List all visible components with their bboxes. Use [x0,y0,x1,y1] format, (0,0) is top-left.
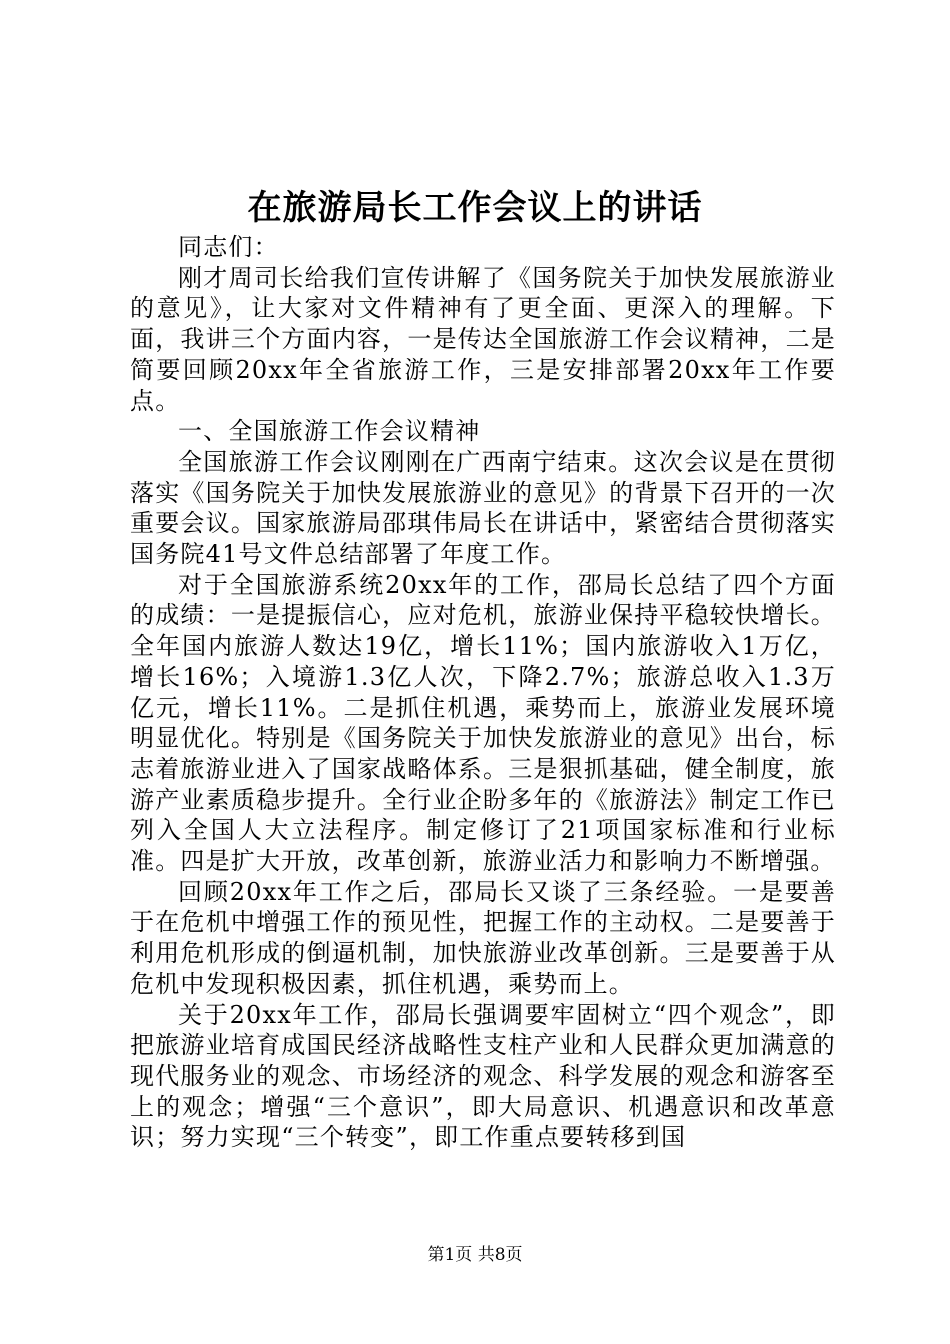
salutation: 同志们： [178,233,279,261]
paragraph-experience: 回顾20xx年工作之后，邵局长又谈了三条经验。一是要善于在危机中增强工作的预见性，把握工作的主动权。二是要善于利用危机形成的倒逼机制，加快旅游业改革创新。三是要善于从危机中发现积极因素，抓住机遇，乘势而上。 [130,877,836,998]
document-body [130,232,836,1153]
page-footer [0,1244,950,1266]
section-heading-1: 一、全国旅游工作会议精神 [178,417,481,446]
document-title: 在旅游局长工作会议上的讲话 [247,188,703,228]
page-total: 共8页 [477,1245,523,1265]
paragraph-next-year: 关于20xx年工作，邵局长强调要牢固树立“四个观念”，即把旅游业培育成国民经济战略性支柱产业和人民群众更加满意的现代服务业的观念、市场经济的观念、科学发展的观念和游客至上的观念；增强“三个意识”，即大局意识、机遇意识和改革意识；努力实现“三个转变”，即工作重点要转移到国 [130,1000,836,1152]
paragraph-achievements: 对于全国旅游系统20xx年的工作，邵局长总结了四个方面的成绩：一是提振信心，应对危机，旅游业保持平稳较快增长。全年国内旅游人数达19亿，增长11%；国内旅游收入1万亿，增长16%；入境游1.3亿人次，下降2.7%；旅游总收入1.3万亿元，增长11%。二是抓住机遇，乘势而上，旅游业发展环境明显优化。特别是《国务院关于加快发旅游业的意见》出台，标志着旅游业进入了国家战略体系。三是狠抓基础，健全制度，旅游产业素质稳步提升。全行业企盼多年的《旅游法》制定工作已列入全国人大立法程序。制定修订了21项国家标准和行业标准。四是扩大开放，改革创新，旅游业活力和影响力不断增强。 [130,570,836,876]
paragraph-intro: 刚才周司长给我们宣传讲解了《国务院关于加快发展旅游业的意见》，让大家对文件精神有了更全面、更深入的理解。下面，我讲三个方面内容，一是传达全国旅游工作会议精神，二是简要回顾20xx年全省旅游工作，三是安排部署20xx年工作要点。 [130,263,836,415]
paragraph-meeting: 全国旅游工作会议刚刚在广西南宁结束。这次会议是在贯彻落实《国务院关于加快发展旅游业的意见》的背景下召开的一次重要会议。国家旅游局邵琪伟局长在讲话中，紧密结合贯彻落实国务院41号文件总结部署了年度工作。 [130,447,836,569]
page-number: 第1页 [427,1245,473,1265]
